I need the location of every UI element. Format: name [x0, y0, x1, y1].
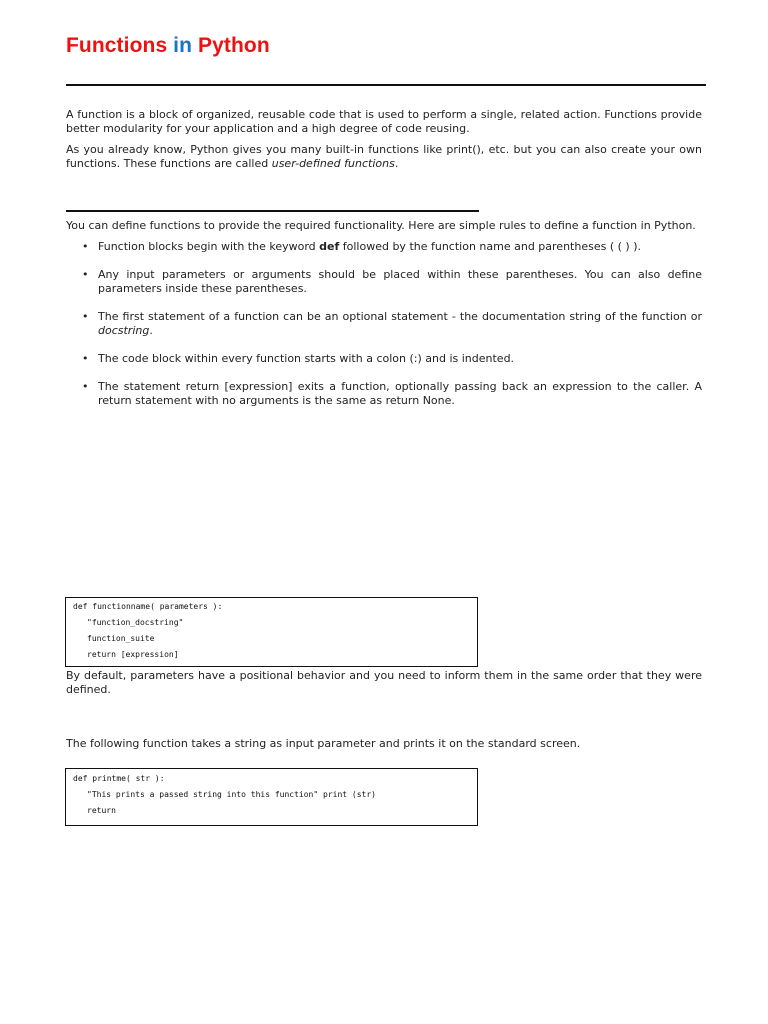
intro-p2-text: As you already know, Python gives you many built-in functions like print(), etc. but you can also create your own functions. These functions are called [66, 143, 702, 170]
list-item [80, 310, 702, 338]
rule-text: The first statement of a function can be an optional statement - the documentation string of the function or [98, 310, 702, 323]
syntax-code-block [65, 597, 478, 667]
rule-text: followed by the function name and parentheses ( ( ) ). [339, 240, 641, 253]
intro-p2-emphasis: user-defined functions [271, 157, 395, 170]
title-divider [66, 84, 706, 86]
list-item [80, 240, 702, 254]
code-line: def printme( str ): [73, 774, 165, 783]
bullet-icon: • [82, 310, 89, 323]
intro-paragraph-2 [66, 143, 702, 171]
intro-p2-end: . [394, 157, 399, 170]
rule-text: Function blocks begin with the keyword [98, 240, 320, 253]
list-item [80, 352, 702, 366]
section-divider [66, 210, 479, 212]
rules-list [80, 240, 702, 422]
bullet-icon: • [82, 240, 89, 253]
bullet-icon: • [82, 380, 89, 393]
title-word-python: Python [197, 34, 270, 57]
example-intro: The following function takes a string as input parameter and prints it on the standard screen. [66, 737, 581, 750]
code-line: return [87, 806, 116, 815]
code-line: def functionname( parameters ): [73, 602, 223, 611]
positional-note: By default, parameters have a positional behavior and you need to inform them in the same order that they were defined. [66, 669, 702, 696]
rule-emphasis: docstring [98, 324, 150, 337]
rule-text: Any input parameters or arguments should be placed within these parentheses. You can also define parameters inside these parentheses. [98, 268, 702, 295]
code-line: function_suite [87, 634, 155, 643]
intro-paragraph-1: A function is a block of organized, reusable code that is used to perform a single, related action. Functions provide better modularity for your application and a high degree of code reusing. [66, 108, 702, 135]
example-code-block [65, 768, 478, 826]
title-word-functions: Functions [66, 34, 168, 57]
bullet-icon: • [82, 268, 89, 281]
code-line: return [expression] [87, 650, 179, 659]
page-title [66, 32, 270, 60]
list-item [80, 380, 702, 408]
title-word-in: in [173, 34, 193, 57]
rule-text: The statement return [expression] exits a function, optionally passing back an expression to the caller. A return statement with no arguments is the same as return None. [98, 380, 702, 407]
rule-text: The code block within every function starts with a colon (:) and is indented. [98, 352, 515, 365]
bullet-icon: • [82, 352, 89, 365]
rule-keyword: def [319, 240, 340, 253]
code-line: "This prints a passed string into this function" print (str) [87, 790, 376, 799]
define-lead: You can define functions to provide the required functionality. Here are simple rules to define a function in Python. [66, 219, 696, 232]
rule-text: . [149, 324, 153, 337]
list-item [80, 268, 702, 296]
code-line: "function_docstring" [87, 618, 184, 627]
